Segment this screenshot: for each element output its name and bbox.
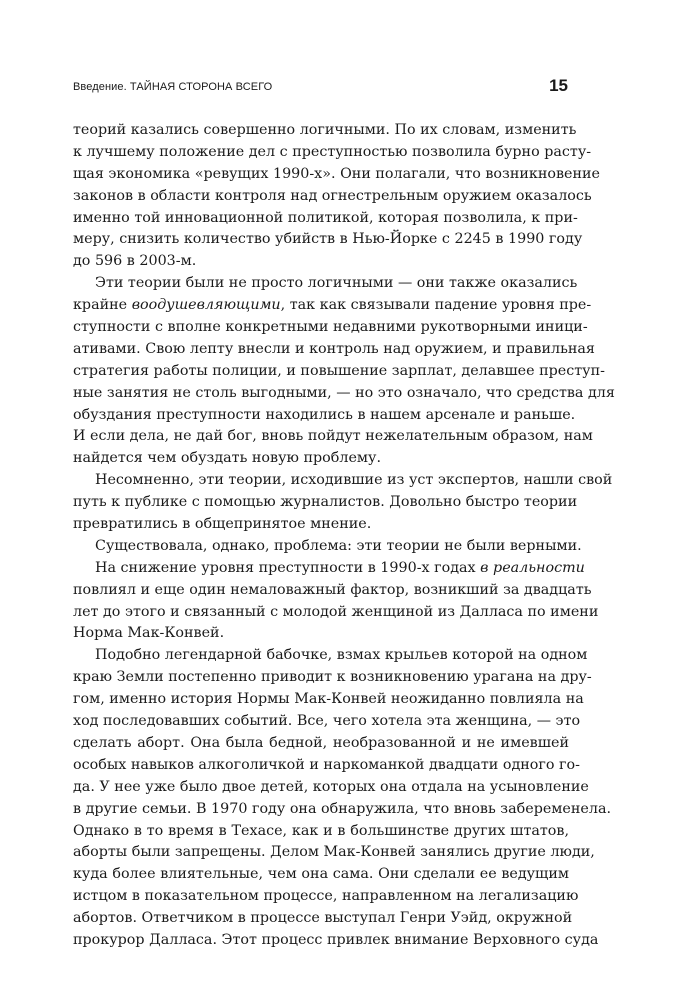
text-line: ные занятия не столь выгодными, — но это означало, что средства для [73, 384, 615, 401]
text-line: да. У нее уже было двое детей, которых она отдала на усыновление [73, 778, 589, 795]
text-line: превратились в общепринятое мнение. [73, 516, 372, 533]
text-line: обуздания преступности находились в нашем арсенале и раньше. [73, 406, 576, 423]
text-line: щая экономика «ревущих 1990-х». Они полагали, что возникновение [73, 165, 600, 182]
text-line: краю Земли постепенно приводит к возникновению урагана на дру- [73, 669, 592, 686]
body-text [73, 120, 615, 952]
running-header [73, 76, 568, 98]
text-line: меру, снизить количество убийств в Нью-Йорке с 2245 в 1990 году [73, 231, 583, 248]
text-line: именно той инновационной политикой, которая позволила, к при- [73, 209, 578, 226]
text-line: Несомненно, эти теории, исходившие из уст экспертов, нашли свой [95, 472, 613, 489]
text-line: И если дела, не дай бог, вновь пойдут нежелательным образом, нам [73, 428, 593, 445]
text-line: в другие семьи. В 1970 году она обнаружила, что вновь забеременела. [73, 800, 612, 817]
text-line: куда более влиятельные, чем она сама. Они сделали ее ведущим [73, 866, 569, 883]
text-line: аборты были запрещены. Делом Мак-Конвей занялись другие люди, [73, 844, 595, 861]
text-line: ступности с вполне конкретными недавними рукотворными иници- [73, 319, 588, 336]
emphasis: воодушевляющими [131, 297, 281, 314]
text-line: Подобно легендарной бабочке, взмах крыльев которой на одном [95, 647, 588, 664]
text-line: прокурор Далласа. Этот процесс привлек внимание Верховного суда [73, 931, 599, 948]
text-line: стратегия работы полиции, и повышение зарплат, делавшее преступ- [73, 362, 605, 379]
text-line: крайне воодушевляющими, так как связывали падение уровня пре- [73, 297, 592, 314]
text-line: путь к публике с помощью журналистов. Довольно быстро теории [73, 494, 578, 511]
text-line: к лучшему положение дел с преступностью позволила бурно расту- [73, 143, 592, 160]
emphasis: в реальности [480, 559, 585, 576]
text-line: до 596 в 2003-м. [73, 253, 197, 270]
text-line: гом, именно история Нормы Мак-Конвей неожиданно повлияла на [73, 691, 584, 708]
text-line: Однако в то время в Техасе, как и в большинстве других штатов, [73, 822, 569, 839]
text-line: законов в области контроля над огнестрельным оружием оказалось [73, 187, 592, 204]
text-line: сделать аборт. Она была бедной, необразованной и не имевшей [73, 734, 569, 751]
text-line: Норма Мак-Конвей. [73, 625, 225, 642]
text-line: Существовала, однако, проблема: эти теории не были верными. [95, 537, 582, 554]
text-line: особых навыков алкоголичкой и наркоманкой двадцати одного го- [73, 756, 580, 773]
text-line: Эти теории были не просто логичными — они также оказались [95, 275, 578, 292]
text-line: лет до этого и связанный с молодой женщиной из Далласа по имени [73, 603, 599, 620]
page-number: 15 [549, 76, 568, 95]
section-title: Введение. ТАЙНАЯ СТОРОНА ВСЕГО [73, 81, 273, 93]
text-line: ативами. Свою лепту внесли и контроль над оружием, и правильная [73, 340, 595, 357]
text-line: абортов. Ответчиком в процессе выступал Генри Уэйд, окружной [73, 910, 573, 927]
text-line: найдется чем обуздать новую проблему. [73, 450, 381, 467]
text-line: теорий казались совершенно логичными. По их словам, изменить [73, 122, 577, 138]
text-line: На снижение уровня преступности в 1990-х годах в реальности [95, 559, 585, 576]
text-line: повлиял и еще один немаловажный фактор, возникший за двадцать [73, 581, 592, 598]
text-line: ход последовавших событий. Все, чего хотела эта женщина, — это [73, 713, 581, 730]
text-line: истцом в показательном процессе, направленном на легализацию [73, 888, 579, 905]
